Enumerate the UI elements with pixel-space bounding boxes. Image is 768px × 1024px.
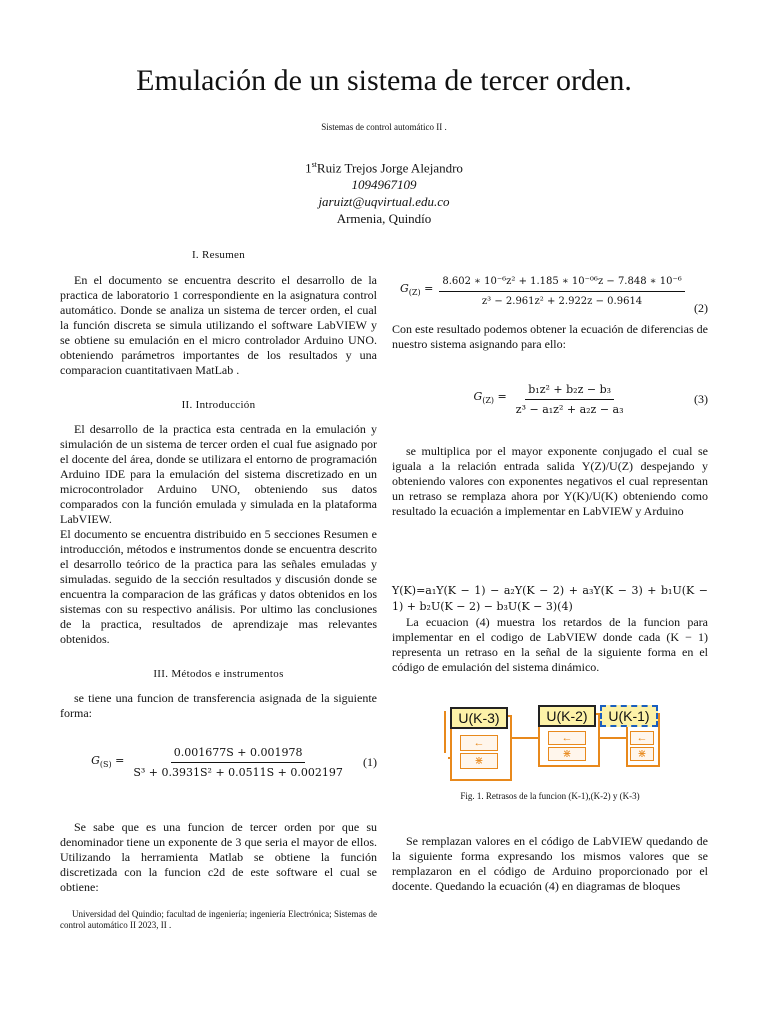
left-column xyxy=(60,248,377,940)
paragraph-resumen: En el documento se encuentra descrito el desarrollo de la practica de laboratorio 1 correspondiente en la asignatura control automático. Donde se analiza un sistema de tercer orden, el cual la función discreta se simula utilizando el software LabVIEW y se obtiene su emulación en el micro controlador Arduino UNO. obteniendo parámetros importantes de los resultados y una comparacion cuantitativaen MatLab . xyxy=(60,273,377,377)
eq3-lhs: G xyxy=(473,390,483,404)
wire-left xyxy=(444,711,446,753)
paragraph-metodos: se tiene una funcion de transferencia asignada de la siguiente forma: xyxy=(60,691,377,720)
paragraph-resultado: Con este resultado podemos obtener la ecuación de diferencias de nuestro sistema asignando para ello: xyxy=(392,322,708,351)
shift-arrow-icon: ← xyxy=(548,731,586,745)
eq3-numerator: b₁z² + b₂z − b₃ xyxy=(525,382,614,400)
eq3-denominator: z³ − a₁z² + a₂z − a₃ xyxy=(515,402,624,416)
label-u-k1: U(K-1) xyxy=(600,705,658,727)
paper-title: Emulación de un sistema de tercer orden. xyxy=(136,64,632,97)
equation-3: $G_{(Z)}$ = $\frac{\text{b₁z² + b₂z − b₃}}{\text{z³ − a₁z² + a₂z − a₃}}$ (3) xyxy=(473,382,708,416)
shift-register-icon: ⋇ xyxy=(460,753,498,769)
author-prefix: 1 xyxy=(305,160,312,176)
eq1-sub: (S) xyxy=(99,760,112,770)
author-email: jaruizt@uqvirtual.edu.co xyxy=(318,194,450,210)
eq1-fraction xyxy=(130,745,346,780)
eq2-lhs: G xyxy=(400,282,409,296)
label-u-k3: U(K-3) xyxy=(450,707,508,729)
labview-delay-diagram xyxy=(440,701,660,783)
right-column xyxy=(392,270,708,894)
section-heading-introduccion: II. Introducción xyxy=(181,399,256,411)
paper-subtitle: Sistemas de control automático II . xyxy=(321,122,447,132)
author-name: Ruiz Trejos Jorge Alejandro xyxy=(316,160,463,176)
author-line xyxy=(0,156,768,176)
eq2-sub: (Z) xyxy=(408,288,421,298)
label-u-k2: U(K-2) xyxy=(538,705,596,727)
shift-register-icon: ⋇ xyxy=(548,747,586,761)
paragraph-introduccion-1: El desarrollo de la practica esta centrada en la emulación y simulación de un sistema de tercer orden el cual fue asignado por el docente del área, donde se utilizara el entorno de programación Arduino IDE para la emulación del sistema discretizado en un microcontrolador Arduino UNO, obteniendo sus datos comparados con la función emulada y simulada en la plataforma LabVIEW. xyxy=(60,422,377,526)
figure-caption: Fig. 1. Retrasos de la funcion (K-1),(K-2) y (K-3) xyxy=(460,791,640,801)
wire-mid-1 xyxy=(510,737,538,739)
eq2-denominator: z³ − 2.961z² + 2.922z − 0.9614 xyxy=(481,295,643,307)
eq3-number: (3) xyxy=(694,391,708,406)
equation-2: $G_{(Z)}$ = $\frac{\text{8.602 ∗ 10⁻⁶z² + 1.185 ∗ 10⁻⁰⁶z − 7.848 ∗ 10⁻⁶}}{\text{z³ − 2.961z² + 2.922z − 0.9614}}$ (2) xyxy=(400,275,708,315)
paragraph-multiplica: se multiplica por el mayor exponente conjugado el cual se iguala a la relación entrada salida Y(Z)/U(Z) despejando y obteniendo valores con exponentes negativos el cual representan un retraso se remplaza ahora por Y(K)/U(K) obteniendo como resultado la ecuación a implementar en LabVIEW y Arduino xyxy=(392,444,708,518)
shift-arrow-icon: ← xyxy=(630,731,654,745)
section-heading-metodos: III. Métodos e instrumentos xyxy=(153,668,284,680)
paragraph-introduccion-2: El documento se encuentra distribuido en 5 secciones Resumen e introducción, métodos e instrumentos donde se encuentra descrito el desarrollo teórico de la practica para las señales emuladas y simuladas. seguido de la sección resultados y discusión donde se encuentra la comparacion de las gráficas y datos obtenidos en los sistemas con su respectivo análisis. Por ultimo las conclusiones de la practica, resultados de aprendizaje mas relevantes obtenidos. xyxy=(60,527,377,646)
eq1-denominator: S³ + 0.3931S² + 0.0511S + 0.002197 xyxy=(133,766,343,779)
wire-mid-2 xyxy=(598,737,626,739)
author-sup: st xyxy=(311,160,317,169)
eq2-numerator: 8.602 ∗ 10⁻⁶z² + 1.185 ∗ 10⁻⁰⁶z − 7.848 ∗ 10⁻⁶ xyxy=(439,274,684,292)
author-block xyxy=(0,156,768,227)
author-place: Armenia, Quindío xyxy=(336,211,432,227)
figure-1 xyxy=(392,701,708,804)
eq1-number: (1) xyxy=(363,755,377,769)
eq1-numerator: 0.001677S + 0.001978 xyxy=(171,745,306,763)
shift-register-icon: ⋇ xyxy=(630,747,654,761)
equation-1: $G_{(S)}$ = $\frac{0.001677S + 0.001978}{\text{S³ + 0.3931S² + 0.0511S + 0.002197}}$ (1) xyxy=(91,746,377,779)
equation-4: Y(K)=a₁Y(K − 1) − a₂Y(K − 2) + a₃Y(K − 3) + b₁U(K − 1) + b₂U(K − 2) − b₃U(K − 3)(4) xyxy=(392,584,708,613)
paragraph-remplazan: Se remplazan valores en el código de LabVIEW quedando de la siguiente forma expresando los mismos valores que se remplazaron en el código de Arduino proporcionado por el docente. Quedando la ecuación (4) en diagramas de bloques xyxy=(392,834,708,893)
eq3-fraction xyxy=(513,382,627,417)
eq2-fraction xyxy=(439,274,684,309)
paragraph-tercer-orden: Se sabe que es una funcion de tercer orden por que su denominador tiene un exponente de 3 que seria el mayor de ellos. Utilizando la herramienta Matlab se obtiene la función discretizada con la funcion c2d de este software el cual se obtiene: xyxy=(60,820,377,894)
eq2-number: (2) xyxy=(694,301,708,315)
section-heading-resumen: I. Resumen xyxy=(191,249,246,261)
paragraph-ecuacion-4: La ecuacion (4) muestra los retardos de la funcion para implementar en el codigo de LabVIEW donde cada (K − 1) representa un retraso en la señal de la siguiente forma en el código de emulación del sistema dinámico. xyxy=(392,615,708,674)
shift-arrow-icon: ← xyxy=(460,735,498,751)
eq1-lhs: G xyxy=(91,753,100,767)
author-id: 1094967109 xyxy=(351,177,417,193)
eq3-sub: (Z) xyxy=(482,396,495,406)
footnote: Universidad del Quindio; facultad de ingeniería; ingeniería Electrónica; Sistemas de control automático II 2023, II . xyxy=(60,909,377,930)
